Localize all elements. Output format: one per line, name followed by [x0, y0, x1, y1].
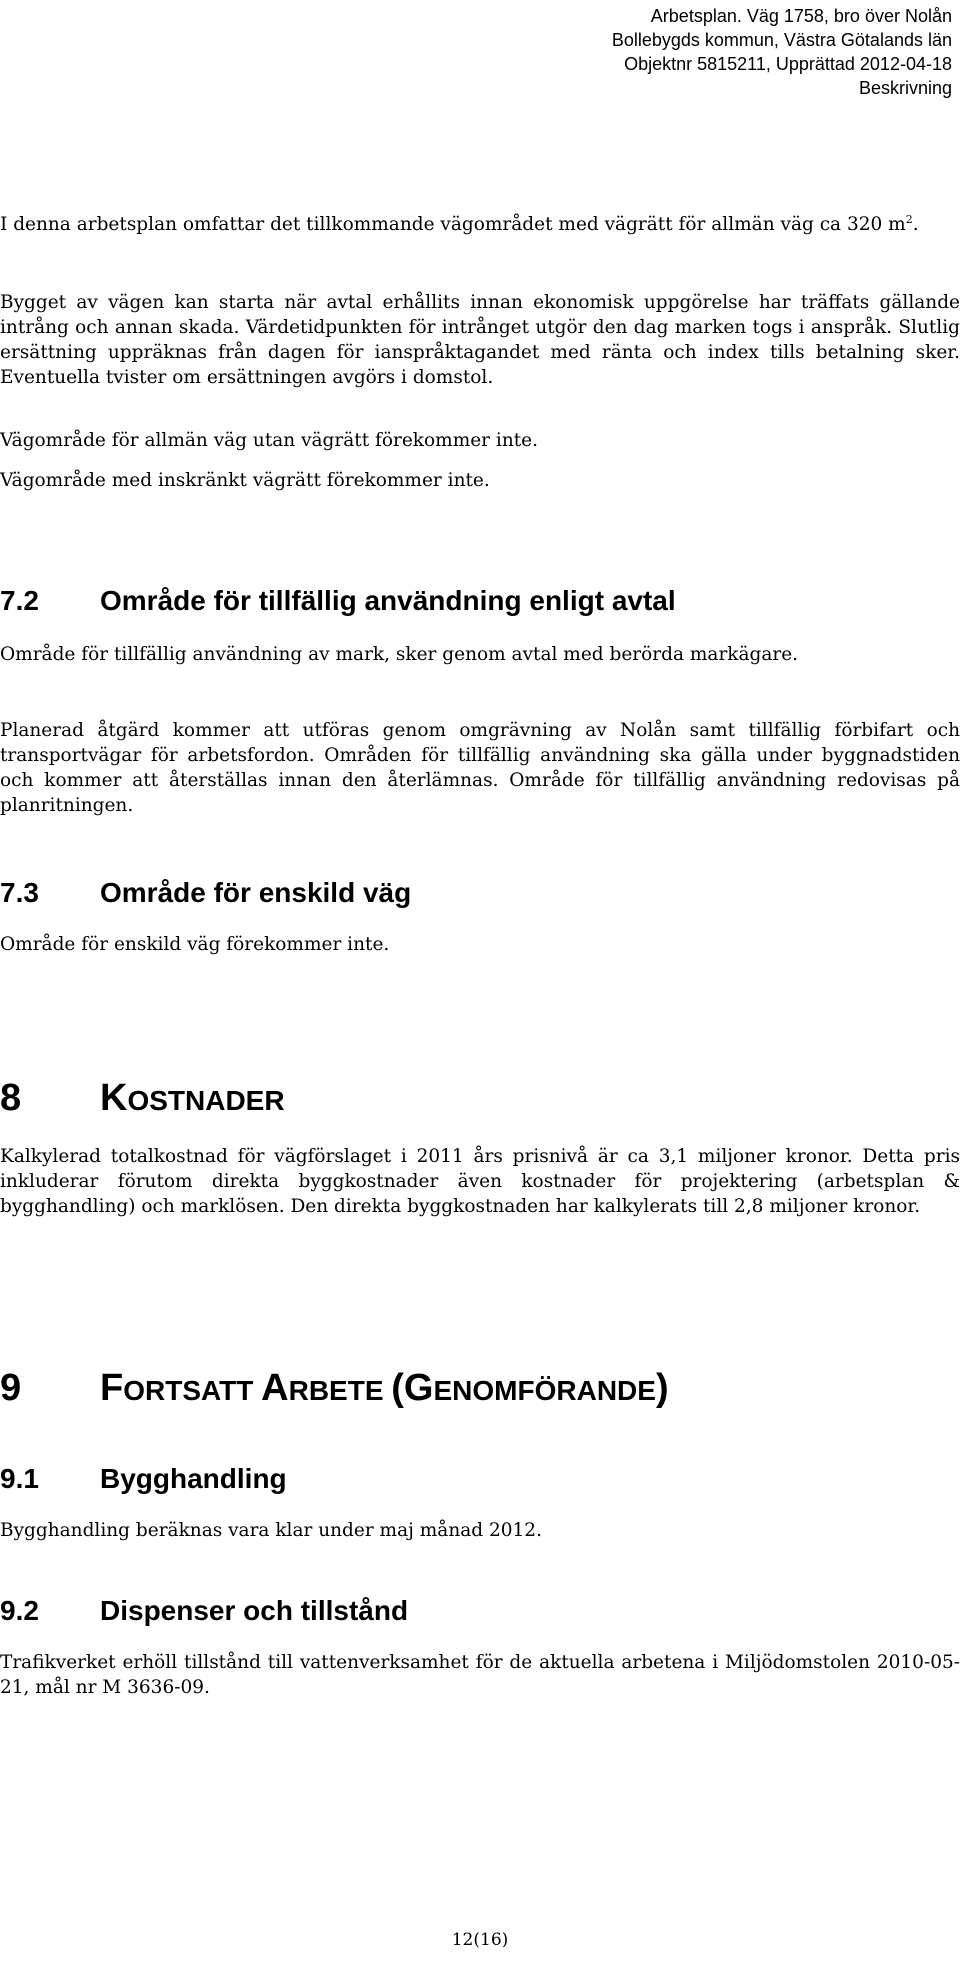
paragraph-planerad-atgard: Planerad åtgärd kommer att utföras genom omgrävning av Nolån samt tillfällig förbifart och transportvägar för arbetsfordon. Områden för tillfällig användning ska gälla under byggnadstiden och kommer att återställas innan den återlämnas. Område för tillfällig användning redovisas på planritningen. — [0, 720, 960, 816]
paragraph-tillfallig-avtal: Område för tillfällig användning av mark, sker genom avtal med berörda markägare. — [0, 644, 799, 665]
heading-title-initial: K — [100, 1077, 128, 1119]
paragraph-inskrankt-vagratt: Vägområde med inskränkt vägrätt förekommer inte. — [0, 470, 490, 491]
paragraph-dispenser: Trafikverket erhöll tillstånd till vattenverksamhet för de aktuella arbetena i Miljödomstolen 2010-05-21, mål nr M 3636-09. — [0, 1652, 960, 1698]
heading-9-1 — [0, 1462, 287, 1496]
document-header — [612, 4, 952, 100]
superscript: 2 — [905, 212, 913, 226]
heading-number: 9.1 — [0, 1463, 39, 1494]
heading-9-2 — [0, 1594, 408, 1628]
heading-part: A — [261, 1367, 289, 1409]
heading-title: Dispenser och tillstånd — [100, 1595, 409, 1626]
heading-8 — [0, 1078, 285, 1121]
heading-number: 8 — [0, 1077, 22, 1119]
heading-number: 7.3 — [0, 877, 39, 908]
heading-7-2 — [0, 584, 676, 618]
heading-number: 9 — [0, 1367, 22, 1409]
paragraph-utan-vagratt: Vägområde för allmän väg utan vägrätt förekommer inte. — [0, 430, 538, 451]
heading-7-3 — [0, 876, 411, 910]
heading-9 — [0, 1368, 669, 1411]
heading-number: 9.2 — [0, 1595, 39, 1626]
paragraph-end: . — [912, 214, 919, 235]
heading-number: 7.2 — [0, 585, 39, 616]
heading-title: Bygghandling — [100, 1463, 287, 1494]
header-line-municipality: Bollebygds kommun, Västra Götalands län — [611, 30, 952, 50]
heading-part: ORTSATT — [123, 1375, 262, 1406]
heading-part: RBETE — [288, 1375, 392, 1406]
heading-part: (G — [391, 1367, 434, 1409]
heading-title: Område för enskild väg — [100, 877, 412, 908]
paragraph-text: I denna arbetsplan omfattar det tillkommande vägområdet med vägrätt för allmän väg ca 320 m — [0, 214, 906, 235]
paragraph-bygghandling: Bygghandling beräknas vara klar under maj månad 2012. — [0, 1520, 542, 1541]
header-line-project: Arbetsplan. Väg 1758, bro över Nolån — [650, 6, 952, 26]
heading-part: ) — [655, 1367, 669, 1409]
paragraph-vagomrade — [0, 212, 960, 237]
heading-title: Område för tillfällig användning enligt avtal — [100, 585, 676, 616]
header-line-doctype: Beskrivning — [858, 78, 952, 98]
heading-title-rest: OSTNADER — [127, 1085, 285, 1116]
paragraph-enskild-vag: Område för enskild väg förekommer inte. — [0, 934, 390, 955]
paragraph-kostnader: Kalkylerad totalkostnad för vägförslaget i 2011 års prisnivå är ca 3,1 miljoner kronor. Detta pris inkluderar förutom direkta byggkostnader även kostnader för projektering (arbetsplan & bygghandling) och marklösen. Den direkta byggkostnaden har kalkylerats till 2,8 miljoner kronor. — [0, 1146, 960, 1217]
heading-part: F — [100, 1367, 124, 1409]
header-line-object: Objektnr 5815211, Upprättad 2012-04-18 — [624, 54, 952, 74]
heading-part: ENOMFÖRANDE — [433, 1375, 656, 1406]
page-number: 12(16) — [451, 1930, 509, 1950]
paragraph-bygget: Bygget av vägen kan starta när avtal erhållits innan ekonomisk uppgörelse har träffats gällande intrång och annan skada. Värdetidpunkten för intrånget utgör den dag marken togs i anspråk. Slutlig ersättning uppräknas från dagen för ianspråktagandet med ränta och index tills betalning sker. Eventuella tvister om ersättningen avgörs i domstol. — [0, 292, 960, 388]
